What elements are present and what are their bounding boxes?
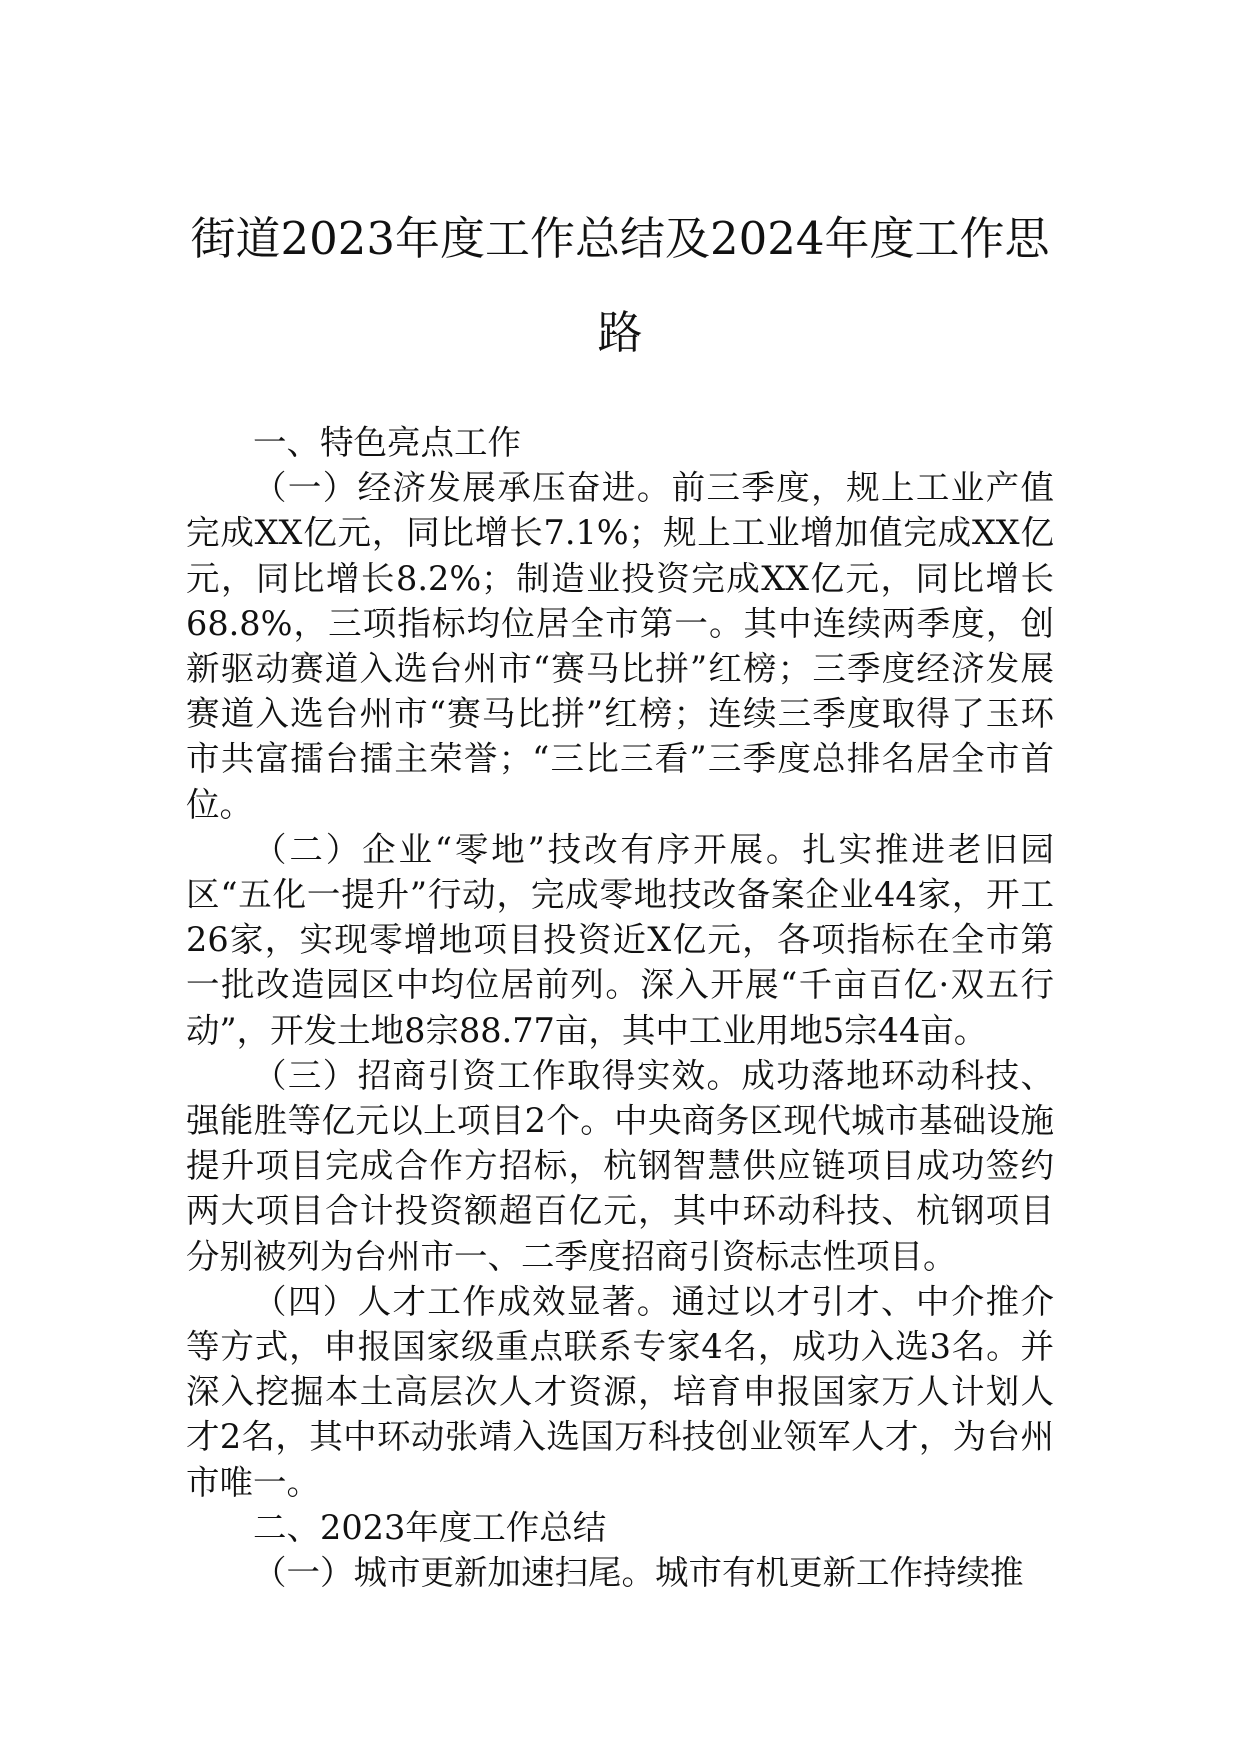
paragraph-zero-land-renovation: （二）企业“零地”技改有序开展。扎实推进老旧园区“五化一提升”行动，完成零地技改备案企业44家，开工26家，实现零增地项目投资近X亿元，各项指标在全市第一批改造园区中均位居前列。深入开展“千亩百亿·双五行动”，开发土地8宗88.77亩，其中工业用地5宗44亩。 [186,829,1054,1050]
document-title [186,192,1054,380]
paragraph-talent-work: （四）人才工作成效显著。通过以才引才、中介推介等方式，申报国家级重点联系专家4名，成功入选3名。并深入挖掘本土高层次人才资源，培育申报国家万人计划人才2名，其中环动张靖入选国万科技创业领军人才，为台州市唯一。 [186,1281,1054,1502]
paragraph-investment-attraction: （三）招商引资工作取得实效。成功落地环动科技、强能胜等亿元以上项目2个。中央商务区现代城市基础设施提升项目完成合作方招标，杭钢智慧供应链项目成功签约两大项目合计投资额超百亿元，其中环动科技、杭钢项目分别被列为台州市一、二季度招商引资标志性项目。 [186,1055,1054,1276]
section-heading-2: 二、2023年度工作总结 [253,1507,607,1547]
document-body [186,420,1054,1595]
paragraph-economic-development: （一）经济发展承压奋进。前三季度，规上工业产值完成XX亿元，同比增长7.1%；规上工业增加值完成XX亿元，同比增长8.2%；制造业投资完成XX亿元，同比增长68.8%，三项指标均位居全市第一。其中连续两季度，创新驱动赛道入选台州市“赛马比拼”红榜；三季度经济发展赛道入选台州市“赛马比拼”红榜；连续三季度取得了玉环市共富擂台擂主荣誉；“三比三看”三季度总排名居全市首位。 [186,468,1054,824]
title-line-2: 路 [597,306,643,359]
section-heading-1: 一、特色亮点工作 [253,423,521,462]
title-line-1: 街道2023年度工作总结及2024年度工作思 [190,212,1050,265]
paragraph-urban-renewal: （一）城市更新加速扫尾。城市有机更新工作持续推 [253,1553,1024,1593]
